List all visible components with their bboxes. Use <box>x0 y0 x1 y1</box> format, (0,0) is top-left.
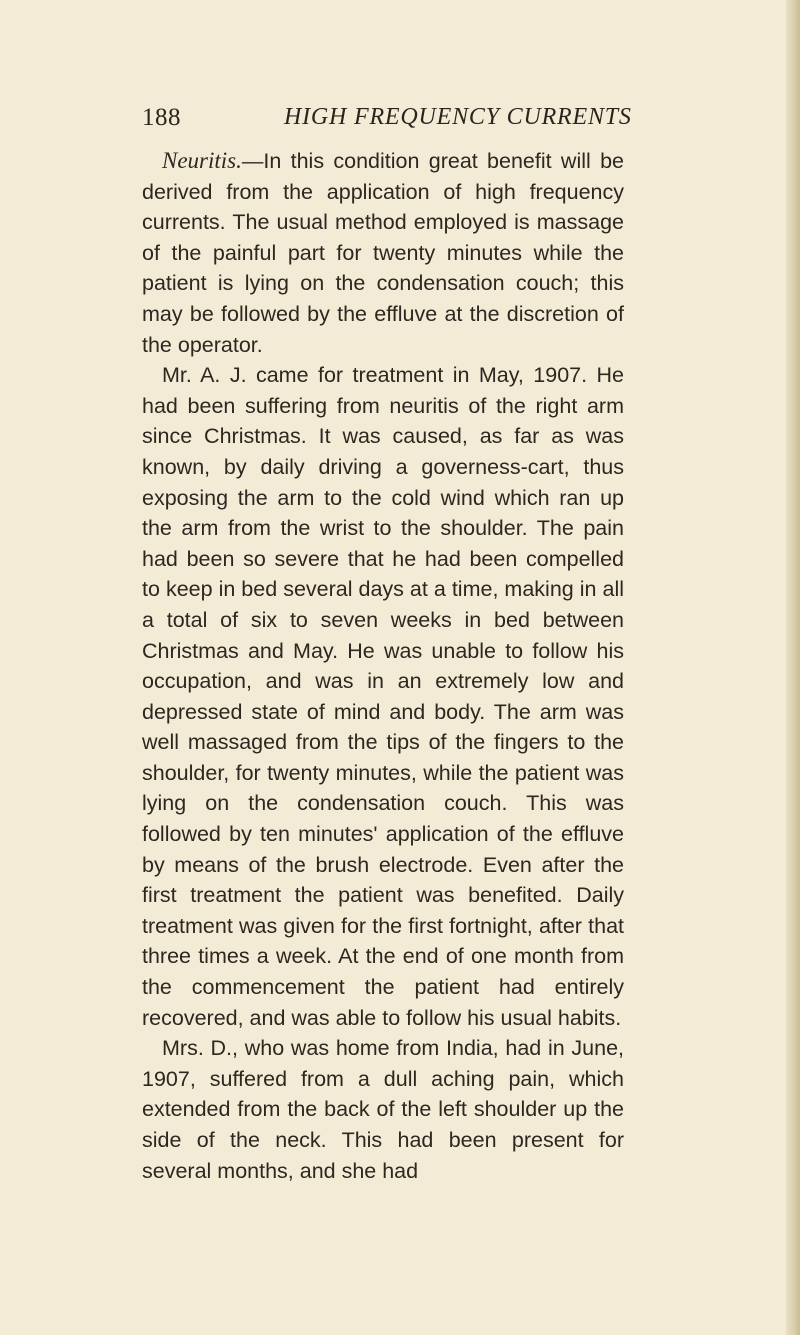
section-term: Neuritis. <box>162 148 242 173</box>
body-text <box>142 146 624 1186</box>
paragraph-neuritis <box>142 146 624 360</box>
paragraph-text: —In this condition great benefit will be derived from the application of high frequency currents. The usual method employed is massage of the painful part for twenty minutes while the patient is lying on the condensation couch; this may be followed by the effluve at the discretion of the operator. <box>142 149 624 357</box>
page-edge <box>786 0 800 1335</box>
running-title: HIGH FREQUENCY CURRENTS <box>284 104 632 130</box>
paragraph-case-mrs-d: Mrs. D., who was home from India, had in June, 1907, suffered from a dull aching pain, which extended from the back of the left shoulder up the side of the neck. This had been present for several months, and she had <box>142 1036 624 1183</box>
running-head <box>142 104 632 134</box>
page-number: 188 <box>142 104 181 131</box>
paragraph-case-mr-aj: Mr. A. J. came for treatment in May, 1907. He had been suffering from neuritis of the right arm since Christmas. It was caused, as far as was known, by daily driving a governess-cart, thus exposing the arm to the cold wind which ran up the arm from the wrist to the shoulder. The pain had been so severe that he had been compelled to keep in bed several days at a time, making in all a total of six to seven weeks in bed between Christmas and May. He was unable to follow his occupation, and was in an extremely low and depressed state of mind and body. The arm was well massaged from the tips of the fingers to the shoulder, for twenty minutes, while the patient was lying on the condensation couch. This was followed by ten minutes' application of the effluve by means of the brush electrode. Even after the first treatment the patient was benefited. Daily treatment was given for the first fortnight, after that three times a week. At the end of one month from the commencement the patient had entirely recovered, and was able to follow his usual habits. <box>142 363 624 1030</box>
